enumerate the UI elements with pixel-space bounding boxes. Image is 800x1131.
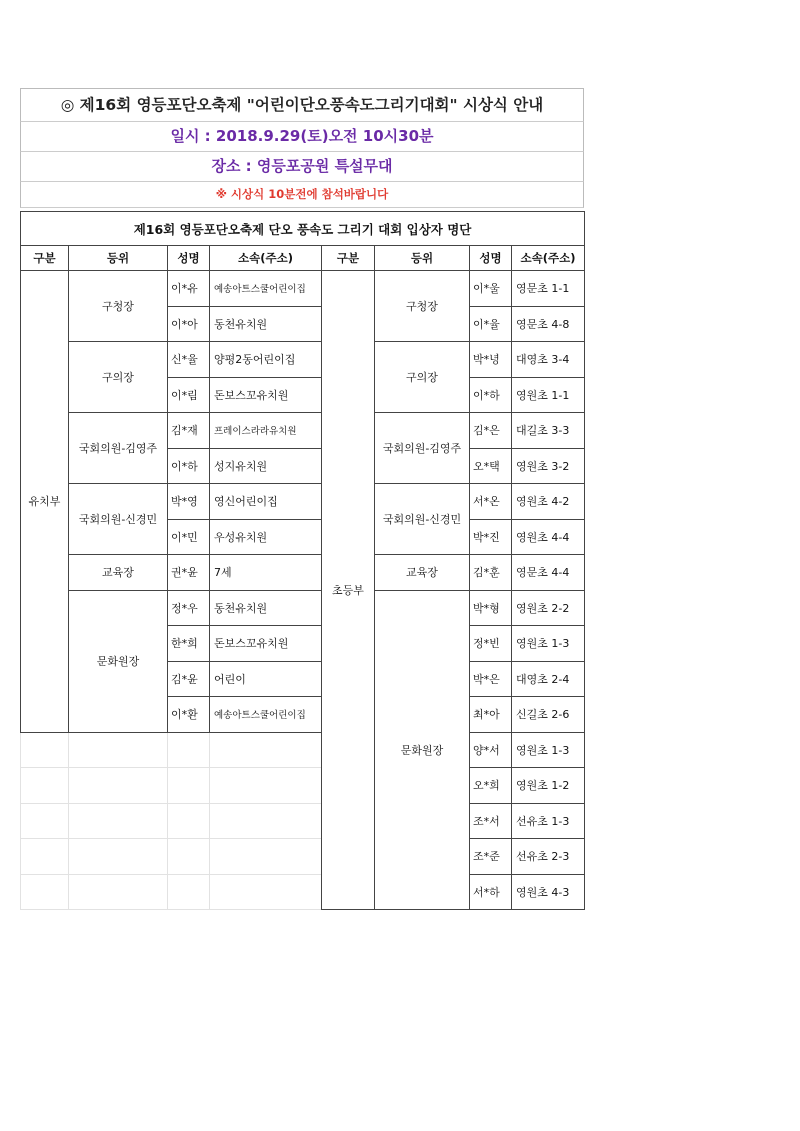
winner-name: 이*울 xyxy=(470,271,512,307)
winner-name: 오*택 xyxy=(470,448,512,484)
rank-cell: 국회의원-신경민 xyxy=(69,484,168,555)
winner-name: 이*림 xyxy=(168,377,210,413)
rank-cell: 구의장 xyxy=(69,342,168,413)
winner-name: 양*서 xyxy=(470,732,512,768)
rank-cell: 국회의원-김영주 xyxy=(375,413,470,484)
winner-affiliation: 대길초 3-3 xyxy=(512,413,585,449)
winner-name: 김*은 xyxy=(470,413,512,449)
winner-affiliation: 영원초 4-2 xyxy=(512,484,585,520)
empty-cell xyxy=(210,803,322,839)
winner-affiliation: 돈보스꼬유치원 xyxy=(210,626,322,662)
col-header: 등위 xyxy=(69,246,168,271)
winner-name: 오*희 xyxy=(470,768,512,804)
winner-affiliation: 영문초 1-1 xyxy=(512,271,585,307)
winner-affiliation: 대영초 2-4 xyxy=(512,661,585,697)
table-row xyxy=(21,555,585,591)
winner-affiliation: 동천유치원 xyxy=(210,590,322,626)
empty-cell xyxy=(210,839,322,875)
winner-name: 정*빈 xyxy=(470,626,512,662)
empty-cell xyxy=(210,874,322,910)
winner-affiliation: 영원초 1-2 xyxy=(512,768,585,804)
table-caption: 제16회 영등포단오축제 단오 풍속도 그리기 대회 입상자 명단 xyxy=(21,212,585,246)
col-header: 구분 xyxy=(322,246,375,271)
winner-name: 이*하 xyxy=(168,448,210,484)
winner-name: 권*윤 xyxy=(168,555,210,591)
winner-affiliation: 선유초 2-3 xyxy=(512,839,585,875)
division-cell: 초등부 xyxy=(322,271,375,910)
empty-cell xyxy=(210,768,322,804)
empty-cell xyxy=(168,839,210,875)
winner-name: 박*녕 xyxy=(470,342,512,378)
winner-affiliation: 영원초 1-3 xyxy=(512,626,585,662)
winner-affiliation: 양평2동어린이집 xyxy=(210,342,322,378)
col-header: 성명 xyxy=(168,246,210,271)
winner-name: 이*율 xyxy=(470,306,512,342)
rank-cell: 교육장 xyxy=(375,555,470,591)
winner-affiliation: 우성유치원 xyxy=(210,519,322,555)
attendance-note: ※ 시상식 10분전에 참석바랍니다 xyxy=(20,182,584,208)
notice-title: ◎ 제16회 영등포단오축제 "어린이단오풍속도그리기대회" 시상식 안내 xyxy=(20,88,584,122)
winner-name: 김*훈 xyxy=(470,555,512,591)
winner-affiliation: 선유초 1-3 xyxy=(512,803,585,839)
table-row xyxy=(21,839,585,875)
empty-cell xyxy=(21,874,69,910)
winner-name: 조*서 xyxy=(470,803,512,839)
winner-affiliation: 영문초 4-4 xyxy=(512,555,585,591)
winner-affiliation: 어린이 xyxy=(210,661,322,697)
empty-cell xyxy=(69,839,168,875)
table-row xyxy=(21,803,585,839)
winner-affiliation: 영원초 4-3 xyxy=(512,874,585,910)
table-row xyxy=(21,768,585,804)
winner-name: 신*율 xyxy=(168,342,210,378)
empty-cell xyxy=(69,874,168,910)
winner-name: 박*은 xyxy=(470,661,512,697)
empty-cell xyxy=(210,732,322,768)
rank-cell: 국회의원-김영주 xyxy=(69,413,168,484)
winner-affiliation: 예송아트스쿨어린이집 xyxy=(210,271,322,307)
table-row xyxy=(21,484,585,520)
winner-affiliation: 영신어린이집 xyxy=(210,484,322,520)
rank-cell: 구청장 xyxy=(375,271,470,342)
winner-affiliation: 성지유치원 xyxy=(210,448,322,484)
winner-name: 이*아 xyxy=(168,306,210,342)
winner-affiliation: 돈보스꼬유치원 xyxy=(210,377,322,413)
winner-name: 박*영 xyxy=(168,484,210,520)
empty-cell xyxy=(168,803,210,839)
empty-cell xyxy=(168,768,210,804)
empty-cell xyxy=(69,803,168,839)
empty-cell xyxy=(168,874,210,910)
empty-cell xyxy=(21,732,69,768)
empty-cell xyxy=(21,839,69,875)
column-header-row xyxy=(21,246,585,271)
winner-affiliation: 프레이스라라유치원 xyxy=(210,413,322,449)
col-header: 등위 xyxy=(375,246,470,271)
winner-name: 조*준 xyxy=(470,839,512,875)
winner-name: 이*유 xyxy=(168,271,210,307)
table-row xyxy=(21,732,585,768)
rank-cell: 국회의원-신경민 xyxy=(375,484,470,555)
winner-affiliation: 영원초 4-4 xyxy=(512,519,585,555)
winner-affiliation: 동천유치원 xyxy=(210,306,322,342)
rank-cell: 구의장 xyxy=(375,342,470,413)
winner-affiliation: 영원초 3-2 xyxy=(512,448,585,484)
col-header: 소속(주소) xyxy=(512,246,585,271)
winner-affiliation: 대영초 3-4 xyxy=(512,342,585,378)
division-cell: 유치부 xyxy=(21,271,69,733)
award-notice-sheet xyxy=(20,88,584,910)
winner-name: 박*형 xyxy=(470,590,512,626)
empty-cell xyxy=(168,732,210,768)
col-header: 소속(주소) xyxy=(210,246,322,271)
col-header: 성명 xyxy=(470,246,512,271)
rank-cell: 문화원장 xyxy=(375,590,470,910)
winner-affiliation: 영문초 4-8 xyxy=(512,306,585,342)
winner-name: 김*재 xyxy=(168,413,210,449)
winner-name: 서*하 xyxy=(470,874,512,910)
ceremony-date: 일시 : 2018.9.29(토)오전 10시30분 xyxy=(20,122,584,152)
table-row xyxy=(21,413,585,449)
empty-cell xyxy=(21,803,69,839)
winners-table xyxy=(20,211,585,910)
col-header: 구분 xyxy=(21,246,69,271)
winner-name: 박*진 xyxy=(470,519,512,555)
winner-affiliation: 예송아트스쿨어린이집 xyxy=(210,697,322,733)
rank-cell: 문화원장 xyxy=(69,590,168,732)
empty-cell xyxy=(69,732,168,768)
winner-name: 최*아 xyxy=(470,697,512,733)
rank-cell: 구청장 xyxy=(69,271,168,342)
winner-name: 정*우 xyxy=(168,590,210,626)
table-row xyxy=(21,590,585,626)
winner-name: 김*윤 xyxy=(168,661,210,697)
table-row xyxy=(21,874,585,910)
winner-affiliation: 영원초 2-2 xyxy=(512,590,585,626)
table-row xyxy=(21,342,585,378)
winner-affiliation: 신길초 2-6 xyxy=(512,697,585,733)
winner-name: 이*하 xyxy=(470,377,512,413)
winner-affiliation: 7세 xyxy=(210,555,322,591)
empty-cell xyxy=(69,768,168,804)
winner-affiliation: 영원초 1-3 xyxy=(512,732,585,768)
empty-cell xyxy=(21,768,69,804)
winner-name: 서*온 xyxy=(470,484,512,520)
ceremony-place: 장소 : 영등포공원 특설무대 xyxy=(20,152,584,182)
winner-name: 이*민 xyxy=(168,519,210,555)
winner-affiliation: 영원초 1-1 xyxy=(512,377,585,413)
winner-name: 한*희 xyxy=(168,626,210,662)
table-row xyxy=(21,271,585,307)
rank-cell: 교육장 xyxy=(69,555,168,591)
winner-name: 이*환 xyxy=(168,697,210,733)
